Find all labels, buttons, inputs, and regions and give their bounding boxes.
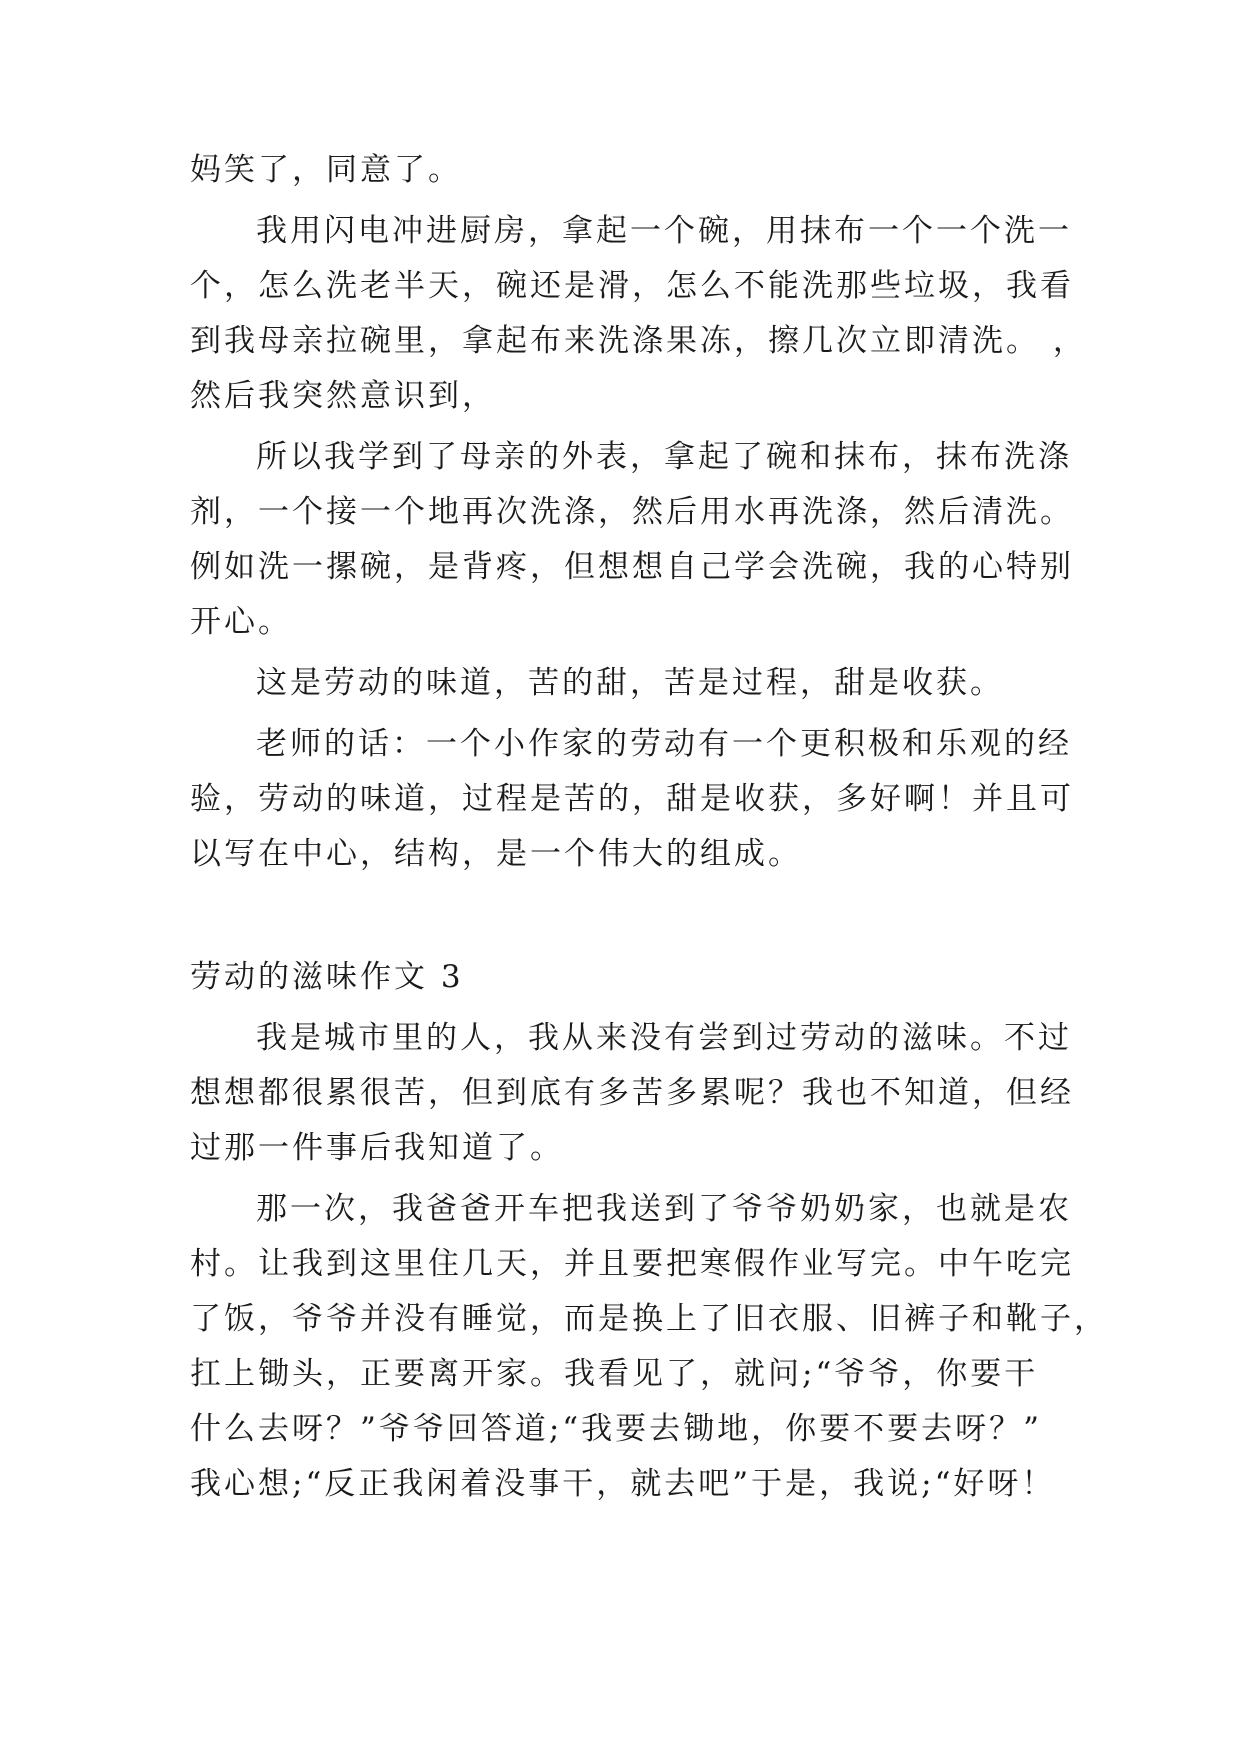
- text-line: 开心。: [190, 604, 292, 640]
- text-line: 剂，一个接一个地再次洗涤，然后用水再洗涤，然后清洗。: [190, 494, 1074, 530]
- paragraph-start: 我是城市里的人，我从来没有尝到过劳动的滋味。不过: [256, 1020, 1072, 1056]
- text-line: 村。让我到这里住几天，并且要把寒假作业写完。中午吃完: [190, 1246, 1074, 1282]
- text-line: 了饭，爷爷并没有睡觉，而是换上了旧衣服、旧裤子和靴子，: [190, 1301, 1108, 1337]
- paragraph-start: 这是劳动的味道，苦的甜，苦是过程，甜是收获。: [256, 665, 1004, 701]
- text-line: 什么去呀？”爷爷回答道;“我要去锄地，你要不要去呀？”: [190, 1411, 1042, 1447]
- paragraph-start: 我用闪电冲进厨房，拿起一个碗，用抹布一个一个洗一: [256, 213, 1072, 249]
- text-line: 我心想;“反正我闲着没事干，就去吧”于是，我说;“好呀！: [190, 1466, 1056, 1502]
- text-line: 扛上锄头，正要离开家。我看见了，就问;“爷爷，你要干: [190, 1356, 1039, 1392]
- paragraph-start: 老师的话：一个小作家的劳动有一个更积极和乐观的经: [256, 726, 1072, 762]
- text-line: 到我母亲拉碗里，拿起布来洗涤果冻，擦几次立即清洗。 ，: [190, 323, 1087, 359]
- text-line: 想想都很累很苦，但到底有多苦多累呢？我也不知道，但经: [190, 1075, 1074, 1111]
- text-line: 例如洗一摞碗，是背疼，但想想自己学会洗碗，我的心特别: [190, 549, 1074, 585]
- paragraph-start: 所以我学到了母亲的外表，拿起了碗和抹布，抹布洗涤: [256, 439, 1072, 475]
- section-heading: 劳动的滋味作文 3: [190, 959, 464, 995]
- text-line: 个，怎么洗老半天，碗还是滑，怎么不能洗那些垃圾，我看: [190, 268, 1074, 304]
- text-line: 验，劳动的味道，过程是苦的，甜是收获，多好啊！并且可: [190, 781, 1074, 817]
- text-line: 过那一件事后我知道了。: [190, 1130, 564, 1166]
- text-line: 妈笑了，同意了。: [190, 152, 462, 188]
- text-line: 然后我突然意识到，: [190, 378, 496, 414]
- text-line: 以写在中心，结构，是一个伟大的组成。: [190, 836, 802, 872]
- paragraph-start: 那一次，我爸爸开车把我送到了爷爷奶奶家，也就是农: [256, 1191, 1072, 1227]
